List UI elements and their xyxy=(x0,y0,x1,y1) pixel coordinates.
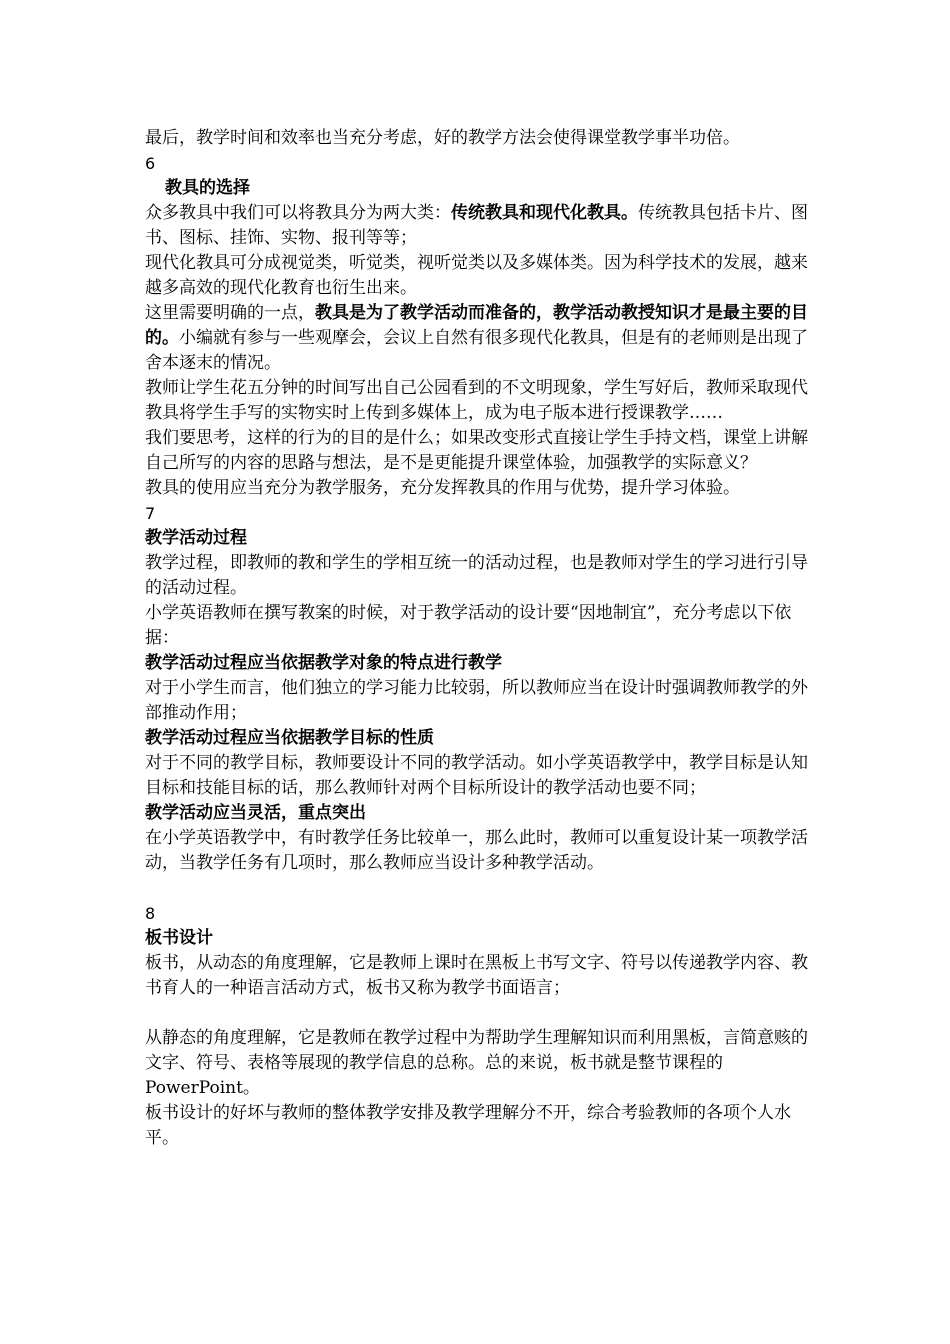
bold-text: 传统教具和现代化教具。 xyxy=(451,203,638,223)
text-run: 传统教具包括卡片、图书、图标、挂饰、实物、报刊等等； xyxy=(145,203,808,248)
subheading: 教学活动应当灵活，重点突出 xyxy=(145,803,366,823)
paragraph: 我们要思考，这样的行为的目的是什么；如果改变形式直接让学生手持文档，课堂上讲解自己所写的内容的思路与想法，是不是更能提升课堂体验，加强教学的实际意义？ xyxy=(145,428,808,473)
document-page xyxy=(145,126,815,1151)
paragraph: 现代化教具可分成视觉类，听觉类，视听觉类以及多媒体类。因为科学技术的发展，越来越多高效的现代化教育也衍生出来。 xyxy=(145,253,808,298)
section-title: 板书设计 xyxy=(145,928,213,948)
section-number: 7 xyxy=(145,504,156,523)
text-run: 小编就有参与一些观摩会，会议上自然有很多现代化教具，但是有的老师则是出现了舍本逐末的情况。 xyxy=(145,328,808,373)
section-number: 8 xyxy=(145,904,156,923)
text-run: 众多教具中我们可以将教具分为两大类： xyxy=(145,203,451,223)
paragraph: 板书，从动态的角度理解，它是教师上课时在黑板上书写文字、符号以传递教学内容、教书育人的一种语言活动方式，板书又称为教学书面语言； xyxy=(145,953,808,998)
paragraph: 板书设计的好坏与教师的整体教学安排及教学理解分不开，综合考验教师的各项个人水平。 xyxy=(145,1103,791,1148)
paragraph: 最后，教学时间和效率也当充分考虑，好的教学方法会使得课堂教学事半功倍。 xyxy=(145,128,740,148)
subheading: 教学活动过程应当依据教学目标的性质 xyxy=(145,728,434,748)
paragraph: 对于不同的教学目标，教师要设计不同的教学活动。如小学英语教学中，教学目标是认知目标和技能目标的话，那么教师针对两个目标所设计的教学活动也要不同； xyxy=(145,753,808,798)
paragraph: 在小学英语教学中，有时教学任务比较单一，那么此时，教师可以重复设计某一项教学活动，当教学任务有几项时，那么教师应当设计多种教学活动。 xyxy=(145,828,808,873)
paragraph xyxy=(145,201,815,251)
paragraph xyxy=(145,301,815,376)
subheading: 教学活动过程应当依据教学对象的特点进行教学 xyxy=(145,653,502,673)
bold-text: 教具是为了教学活动而准备的，教学活动教授知识才是最主要的目的。 xyxy=(145,303,808,348)
section-title: 教学活动过程 xyxy=(145,528,247,548)
text-run: 这里需要明确的一点， xyxy=(145,303,315,323)
paragraph: 教具的使用应当充分为教学服务，充分发挥教具的作用与优势，提升学习体验。 xyxy=(145,478,740,498)
section-number: 6 xyxy=(145,154,156,173)
paragraph: 小学英语教师在撰写教案的时候，对于教学活动的设计要“因地制宜”，充分考虑以下依据： xyxy=(145,603,792,648)
paragraph: 教学过程，即教师的教和学生的学相互统一的活动过程，也是教师对学生的学习进行引导的活动过程。 xyxy=(145,553,808,598)
section-title: 教具的选择 xyxy=(165,178,250,198)
paragraph: 对于小学生而言，他们独立的学习能力比较弱，所以教师应当在设计时强调教师教学的外部推动作用； xyxy=(145,678,808,723)
paragraph: 从静态的角度理解，它是教师在教学过程中为帮助学生理解知识而利用黑板，言简意赅的文字、符号、表格等展现的教学信息的总称。总的来说，板书就是整节课程的PowerPoint。 xyxy=(145,1028,808,1098)
blank-line xyxy=(145,876,815,901)
paragraph: 教师让学生花五分钟的时间写出自己公园看到的不文明现象，学生写好后，教师采取现代教具将学生手写的实物实时上传到多媒体上，成为电子版本进行授课教学…… xyxy=(145,378,808,423)
blank-line xyxy=(145,1001,815,1026)
